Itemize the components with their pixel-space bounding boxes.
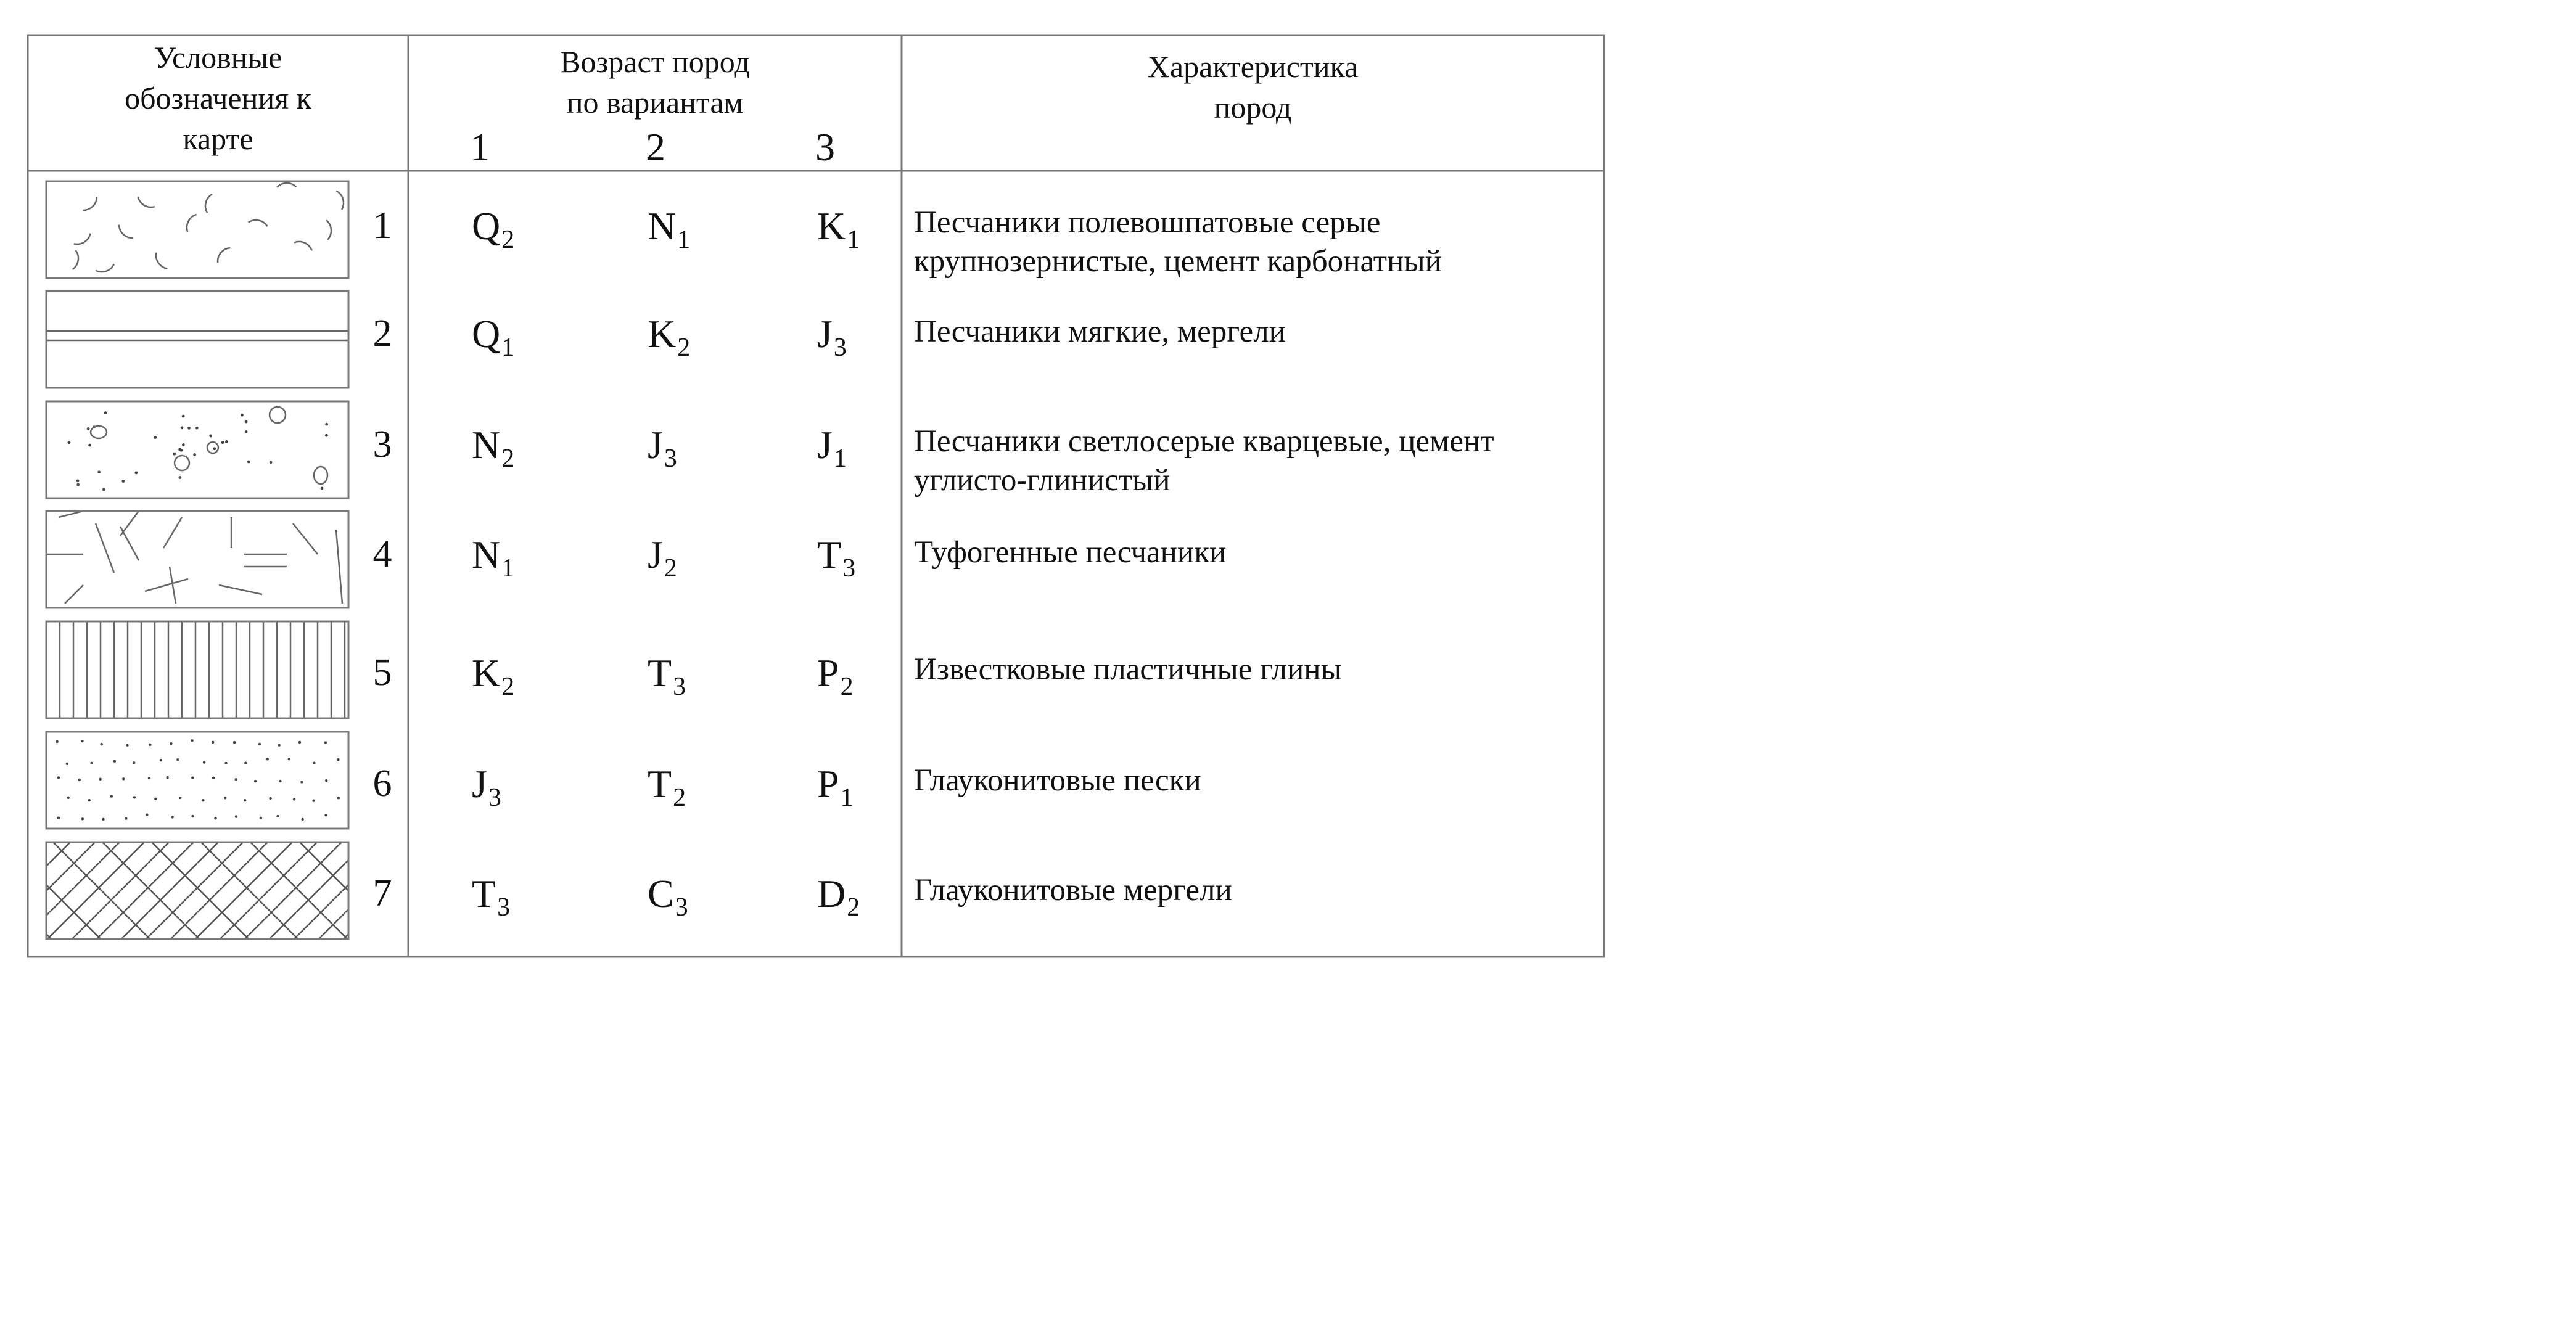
age-letter: N [648, 204, 677, 248]
header-desc-line-2: пород [1214, 90, 1292, 125]
swatch-frame [46, 511, 348, 608]
age-subscript: 2 [501, 226, 515, 254]
row-number: 7 [372, 872, 392, 914]
age-variant-3 [817, 204, 860, 254]
description-line: углисто-глинистый [914, 463, 1171, 498]
age-variant-1 [472, 533, 515, 583]
swatch-frame [46, 291, 348, 388]
age-subscript: 3 [675, 893, 688, 922]
rock-description [914, 761, 1201, 800]
brick-marl-pattern [46, 842, 348, 939]
age-variant-3 [817, 872, 860, 922]
age-subscript: 2 [501, 445, 515, 473]
age-letter: J [472, 762, 487, 806]
description-line: Песчаники полевошпатовые серые [914, 205, 1381, 240]
header-rock-age [408, 41, 902, 123]
age-letter: P [817, 651, 839, 695]
row-number: 3 [372, 424, 392, 465]
age-letter: T [817, 533, 842, 576]
age-variant-3 [817, 423, 847, 473]
age-variant-1 [472, 651, 515, 701]
swatch-frame [46, 732, 348, 829]
header-rock-characteristics [902, 46, 1604, 128]
age-letter: K [472, 651, 501, 695]
age-letter: J [648, 533, 663, 576]
horizontal-lines-pattern [46, 291, 348, 388]
age-subscript: 1 [833, 445, 847, 473]
header-variant-1: 1 [470, 125, 490, 169]
rock-description [914, 422, 1494, 500]
age-subscript: 1 [501, 334, 515, 362]
age-variant-3 [817, 762, 854, 812]
age-subscript: 2 [847, 893, 860, 922]
description-line: Песчаники светлосерые кварцевые, цемент [914, 424, 1494, 459]
swatch-frame [46, 181, 348, 278]
age-letter: N [472, 423, 501, 467]
row-number: 2 [372, 313, 392, 354]
age-subscript: 1 [847, 226, 860, 254]
header-legend-line-2: обозначения к [125, 81, 311, 115]
age-variant-3 [817, 651, 854, 701]
age-letter: K [817, 204, 846, 248]
age-letter: Q [472, 312, 501, 356]
header-legend-symbols [28, 37, 408, 159]
age-variant-1 [472, 762, 501, 812]
age-variant-1 [472, 312, 515, 362]
age-letter: P [817, 762, 839, 806]
header-variant-3: 3 [815, 125, 835, 169]
age-subscript: 3 [488, 784, 501, 812]
age-letter: D [817, 872, 846, 916]
age-subscript: 3 [497, 893, 511, 922]
age-subscript: 2 [664, 554, 677, 583]
age-subscript: 3 [833, 334, 847, 362]
age-variant-2 [648, 533, 677, 583]
age-letter: Q [472, 204, 501, 248]
age-subscript: 3 [842, 554, 856, 583]
header-desc-line-1: Характеристика [1147, 49, 1359, 84]
age-variant-3 [817, 312, 847, 362]
age-variant-1 [472, 872, 511, 922]
age-letter: J [648, 423, 663, 467]
age-subscript: 1 [501, 554, 515, 583]
age-subscript: 3 [664, 445, 677, 473]
legend-swatches [46, 181, 348, 939]
age-letter: J [817, 423, 833, 467]
age-variant-2 [648, 312, 691, 362]
description-line: Глауконитовые пески [914, 763, 1201, 798]
age-letter: J [817, 312, 833, 356]
vertical-lines-pattern [46, 621, 348, 718]
arcs-pattern [46, 181, 348, 278]
age-variant-2 [648, 204, 691, 254]
header-legend-line-1: Условные [154, 40, 282, 75]
row-number: 1 [372, 205, 392, 247]
swatch-frame [46, 621, 348, 718]
age-variant-3 [817, 533, 856, 583]
description-line: крупнозернистые, цемент карбонатный [914, 244, 1442, 279]
age-variant-2 [648, 651, 686, 701]
age-letter: C [648, 872, 674, 916]
rock-description [914, 203, 1442, 281]
age-subscript: 1 [677, 226, 691, 254]
rock-description [914, 533, 1226, 572]
swatch-frame [46, 401, 348, 498]
description-line: Туфогенные песчаники [914, 535, 1227, 570]
age-letter: N [472, 533, 501, 576]
age-variant-2 [648, 872, 688, 922]
header-legend-line-3: карте [183, 121, 253, 156]
age-letter: T [648, 651, 672, 695]
age-subscript: 1 [840, 784, 854, 812]
rock-description [914, 650, 1342, 689]
dots-and-circles-pattern [46, 401, 348, 498]
age-letter: T [472, 872, 496, 916]
age-variant-2 [648, 423, 677, 473]
age-subscript: 2 [677, 334, 691, 362]
age-subscript: 2 [673, 784, 686, 812]
age-subscript: 2 [501, 673, 515, 701]
row-number: 6 [372, 763, 392, 805]
description-line: Глауконитовые мергели [914, 873, 1232, 908]
description-line: Известковые пластичные глины [914, 652, 1342, 687]
description-line: Песчаники мягкие, мергели [914, 314, 1286, 349]
age-letter: T [648, 762, 672, 806]
row-number: 5 [372, 652, 392, 694]
header-variant-2: 2 [646, 125, 665, 169]
rock-description [914, 871, 1232, 910]
row-number: 4 [372, 533, 392, 575]
header-age-line-2: по вариантам [566, 85, 744, 120]
rock-description [914, 313, 1286, 351]
age-subscript: 2 [840, 673, 854, 701]
age-variant-1 [472, 204, 515, 254]
age-variant-2 [648, 762, 686, 812]
age-letter: K [648, 312, 677, 356]
tuff-dashes-pattern [46, 511, 348, 608]
fine-dots-pattern [46, 732, 348, 829]
age-variant-1 [472, 423, 515, 473]
header-age-line-1: Возраст пород [560, 44, 750, 79]
age-subscript: 3 [673, 673, 686, 701]
